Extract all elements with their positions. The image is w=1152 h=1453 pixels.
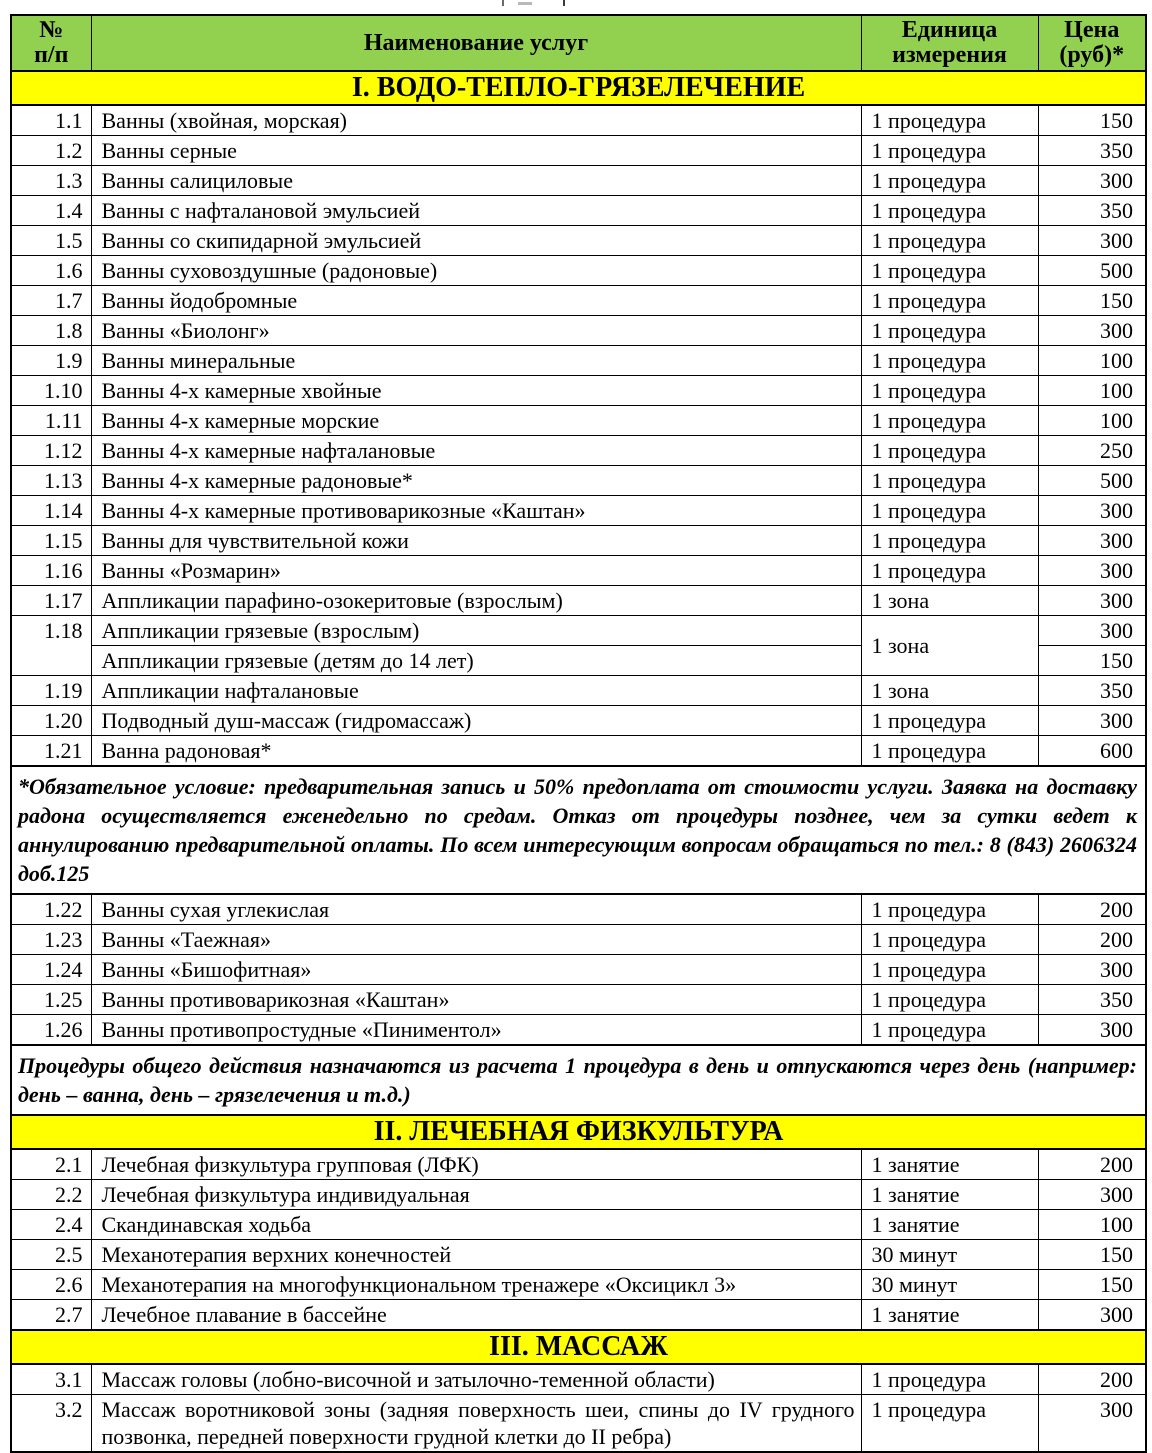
service-row [11, 556, 1146, 586]
unit-of-measure: 1 процедура [861, 376, 1038, 406]
price-value: 100 [1038, 376, 1146, 406]
col-header-price [1038, 15, 1146, 71]
unit-of-measure: 1 процедура [861, 496, 1038, 526]
unit-of-measure: 1 процедура [861, 1015, 1038, 1046]
service-name: Ванны «Бишофитная» [91, 955, 861, 985]
service-name: Ванны 4-х камерные противоварикозные «Каштан» [91, 496, 861, 526]
service-name: Ванны йодобромные [91, 286, 861, 316]
price-value: 300 [1038, 616, 1146, 646]
service-name: Массаж воротниковой зоны (задняя поверхность шеи, спины до IV грудного позвонка, передней поверхности грудной клетки до II ребра) [91, 1395, 861, 1453]
service-row [11, 346, 1146, 376]
service-row [11, 925, 1146, 955]
service-row [11, 1395, 1146, 1453]
price-value: 300 [1038, 496, 1146, 526]
row-number: 1.5 [11, 226, 91, 256]
price-value: 300 [1038, 1395, 1146, 1453]
service-row [11, 1180, 1146, 1210]
service-row [11, 616, 1146, 646]
col-header-service-name-text: Наименование услуг [363, 29, 589, 56]
service-row [11, 256, 1146, 286]
price-value: 500 [1038, 466, 1146, 496]
price-value: 150 [1038, 1240, 1146, 1270]
unit-of-measure: 1 занятие [861, 1180, 1038, 1210]
service-row [11, 676, 1146, 706]
service-row [11, 226, 1146, 256]
service-name: Ванны салициловые [91, 166, 861, 196]
row-number: 1.3 [11, 166, 91, 196]
row-number: 1.12 [11, 436, 91, 466]
row-number: 1.10 [11, 376, 91, 406]
unit-of-measure: 1 процедура [861, 706, 1038, 736]
service-name: Лечебная физкультура индивидуальная [91, 1180, 861, 1210]
service-name: Ванны суховоздушные (радоновые) [91, 256, 861, 286]
service-name: Аппликации грязевые (взрослым) [91, 616, 861, 646]
unit-of-measure: 1 процедура [861, 985, 1038, 1015]
table-header-row [11, 15, 1146, 71]
price-value: 350 [1038, 196, 1146, 226]
col-header-unit-line1: Единица [901, 17, 998, 43]
service-name: Ванны серные [91, 136, 861, 166]
section-header-row [11, 1115, 1146, 1149]
price-value: 200 [1038, 1364, 1146, 1395]
unit-of-measure: 1 процедура [861, 166, 1038, 196]
unit-of-measure: 1 процедура [861, 894, 1038, 925]
row-number: 1.19 [11, 676, 91, 706]
service-row [11, 166, 1146, 196]
unit-of-measure: 1 процедура [861, 526, 1038, 556]
unit-of-measure: 1 процедура [861, 556, 1038, 586]
note-text: Процедуры общего действия назначаются из расчета 1 процедура в день и отпускаются через день (например: день – ванна, день – грязелечения и т.д.) [11, 1045, 1146, 1115]
unit-of-measure: 1 процедура [861, 1395, 1038, 1453]
service-name: Ванны для чувствительной кожи [91, 526, 861, 556]
row-number: 1.1 [11, 105, 91, 136]
service-row [11, 196, 1146, 226]
price-value: 300 [1038, 955, 1146, 985]
row-number: 1.11 [11, 406, 91, 436]
unit-of-measure: 1 процедура [861, 436, 1038, 466]
row-number: 1.21 [11, 736, 91, 767]
row-number: 1.20 [11, 706, 91, 736]
price-value: 300 [1038, 586, 1146, 616]
service-row [11, 955, 1146, 985]
unit-of-measure: 1 процедура [861, 925, 1038, 955]
service-name: Ванны 4-х камерные хвойные [91, 376, 861, 406]
price-value: 300 [1038, 226, 1146, 256]
service-row [11, 286, 1146, 316]
unit-of-measure: 1 зона [861, 586, 1038, 616]
row-number: 1.7 [11, 286, 91, 316]
price-value: 300 [1038, 706, 1146, 736]
row-number: 1.17 [11, 586, 91, 616]
unit-of-measure: 1 процедура [861, 346, 1038, 376]
artifact-tick [502, 0, 504, 6]
service-name: Лечебная физкультура групповая (ЛФК) [91, 1149, 861, 1180]
service-name: Лечебное плавание в бассейне [91, 1300, 861, 1331]
unit-of-measure: 1 процедура [861, 1364, 1038, 1395]
row-number: 1.8 [11, 316, 91, 346]
service-row [11, 406, 1146, 436]
price-value: 100 [1038, 1210, 1146, 1240]
service-row [11, 706, 1146, 736]
price-value: 600 [1038, 736, 1146, 767]
service-row [11, 985, 1146, 1015]
section-title: II. ЛЕЧЕБНАЯ ФИЗКУЛЬТУРА [11, 1115, 1146, 1149]
service-name: Скандинавская ходьба [91, 1210, 861, 1240]
section-title: III. МАССАЖ [11, 1330, 1146, 1364]
service-name: Аппликации грязевые (детям до 14 лет) [91, 646, 861, 676]
service-name: Ванны «Таежная» [91, 925, 861, 955]
price-value: 350 [1038, 136, 1146, 166]
service-name: Ванна радоновая* [91, 736, 861, 767]
unit-of-measure: 1 процедура [861, 316, 1038, 346]
service-name: Ванны противоварикозная «Каштан» [91, 985, 861, 1015]
service-row [11, 1015, 1146, 1046]
service-name: Ванны «Розмарин» [91, 556, 861, 586]
price-value: 200 [1038, 925, 1146, 955]
price-table [10, 14, 1147, 1453]
price-value: 150 [1038, 1270, 1146, 1300]
service-row [11, 136, 1146, 166]
service-name: Ванны 4-х камерные морские [91, 406, 861, 436]
row-number: 1.18 [11, 616, 91, 676]
row-number: 3.1 [11, 1364, 91, 1395]
service-row [11, 586, 1146, 616]
service-name: Механотерапия верхних конечностей [91, 1240, 861, 1270]
service-name: Ванны противопростудные «Пиниментол» [91, 1015, 861, 1046]
service-name: Ванны сухая углекислая [91, 894, 861, 925]
price-value: 150 [1038, 286, 1146, 316]
row-number: 1.15 [11, 526, 91, 556]
unit-of-measure: 1 занятие [861, 1300, 1038, 1331]
price-value: 300 [1038, 556, 1146, 586]
note-text: *Обязательное условие: предварительная запись и 50% предоплата от стоимости услуги. Заявка на доставку радона осуществляется еженедельно по средам. Отказ от процедуры позднее, чем за сутки ведет к аннулированию предварительной оплаты. По всем интересующим вопросам обращаться по тел.: 8 (843) 2606324 доб.125 [11, 766, 1146, 894]
service-row [11, 894, 1146, 925]
section-title: I. ВОДО-ТЕПЛО-ГРЯЗЕЛЕЧЕНИЕ [11, 71, 1146, 105]
price-value: 150 [1038, 105, 1146, 136]
service-name: Ванны со скипидарной эмульсией [91, 226, 861, 256]
service-row [11, 1149, 1146, 1180]
service-name: Аппликации нафталановые [91, 676, 861, 706]
col-header-service-name [91, 15, 861, 71]
row-number: 1.23 [11, 925, 91, 955]
row-number: 2.6 [11, 1270, 91, 1300]
price-value: 300 [1038, 1300, 1146, 1331]
price-value: 300 [1038, 316, 1146, 346]
service-name: Механотерапия на многофункциональном тренажере «Оксицикл 3» [91, 1270, 861, 1300]
price-value: 300 [1038, 526, 1146, 556]
unit-of-measure: 1 процедура [861, 256, 1038, 286]
service-row [11, 526, 1146, 556]
row-number: 1.2 [11, 136, 91, 166]
service-name: Массаж головы (лобно-височной и затылочно-теменной области) [91, 1364, 861, 1395]
unit-of-measure: 30 минут [861, 1240, 1038, 1270]
service-row [11, 736, 1146, 767]
service-name: Ванны «Биолонг» [91, 316, 861, 346]
row-number: 2.7 [11, 1300, 91, 1331]
unit-of-measure: 1 процедура [861, 286, 1038, 316]
service-row [11, 436, 1146, 466]
row-number: 2.4 [11, 1210, 91, 1240]
col-header-number-line1: № [39, 17, 64, 43]
col-header-number [11, 15, 91, 71]
service-row [11, 1364, 1146, 1395]
row-number: 1.25 [11, 985, 91, 1015]
service-row [11, 1300, 1146, 1331]
note-row [11, 766, 1146, 894]
row-number: 1.26 [11, 1015, 91, 1046]
row-number: 1.22 [11, 894, 91, 925]
unit-of-measure: 1 процедура [861, 466, 1038, 496]
price-value: 300 [1038, 1180, 1146, 1210]
unit-of-measure: 1 процедура [861, 736, 1038, 767]
col-header-number-line2: п/п [34, 42, 69, 68]
section-header-row [11, 71, 1146, 105]
row-number: 2.1 [11, 1149, 91, 1180]
row-number: 1.4 [11, 196, 91, 226]
service-name: Ванны (хвойная, морская) [91, 105, 861, 136]
row-number: 1.14 [11, 496, 91, 526]
unit-of-measure: 1 процедура [861, 955, 1038, 985]
unit-of-measure: 1 процедура [861, 105, 1038, 136]
service-row [11, 496, 1146, 526]
col-header-price-line2: (руб)* [1059, 42, 1125, 68]
service-name: Ванны минеральные [91, 346, 861, 376]
artifact-smudge [518, 2, 532, 5]
service-row [11, 1240, 1146, 1270]
price-value: 200 [1038, 894, 1146, 925]
service-name: Ванны 4-х камерные радоновые* [91, 466, 861, 496]
price-value: 500 [1038, 256, 1146, 286]
price-value: 350 [1038, 985, 1146, 1015]
service-row [11, 316, 1146, 346]
unit-of-measure: 30 минут [861, 1270, 1038, 1300]
col-header-price-line1: Цена [1064, 17, 1120, 43]
service-name: Подводный душ-массаж (гидромассаж) [91, 706, 861, 736]
service-name: Аппликации парафино-озокеритовые (взрослым) [91, 586, 861, 616]
col-header-unit [861, 15, 1038, 71]
service-row [11, 1270, 1146, 1300]
price-value: 250 [1038, 436, 1146, 466]
service-row [11, 1210, 1146, 1240]
row-number: 1.16 [11, 556, 91, 586]
unit-of-measure: 1 занятие [861, 1149, 1038, 1180]
row-number: 1.6 [11, 256, 91, 286]
price-value: 350 [1038, 676, 1146, 706]
row-number: 3.2 [11, 1395, 91, 1453]
price-value: 150 [1038, 646, 1146, 676]
section-header-row [11, 1330, 1146, 1364]
price-value: 300 [1038, 1015, 1146, 1046]
note-row [11, 1045, 1146, 1115]
price-value: 200 [1038, 1149, 1146, 1180]
row-number: 1.13 [11, 466, 91, 496]
service-row [11, 466, 1146, 496]
page-top-artifact [0, 0, 1152, 7]
row-number: 2.2 [11, 1180, 91, 1210]
price-value: 100 [1038, 346, 1146, 376]
unit-of-measure: 1 процедура [861, 406, 1038, 436]
price-value: 300 [1038, 166, 1146, 196]
unit-of-measure: 1 зона [861, 616, 1038, 676]
col-header-unit-line2: измерения [892, 42, 1007, 68]
artifact-tick [563, 0, 565, 6]
service-row [11, 105, 1146, 136]
service-row [11, 376, 1146, 406]
service-name: Ванны с нафталановой эмульсией [91, 196, 861, 226]
service-name: Ванны 4-х камерные нафталановые [91, 436, 861, 466]
unit-of-measure: 1 процедура [861, 196, 1038, 226]
row-number: 1.9 [11, 346, 91, 376]
unit-of-measure: 1 занятие [861, 1210, 1038, 1240]
price-value: 100 [1038, 406, 1146, 436]
row-number: 1.24 [11, 955, 91, 985]
unit-of-measure: 1 процедура [861, 226, 1038, 256]
row-number: 2.5 [11, 1240, 91, 1270]
unit-of-measure: 1 процедура [861, 136, 1038, 166]
unit-of-measure: 1 зона [861, 676, 1038, 706]
